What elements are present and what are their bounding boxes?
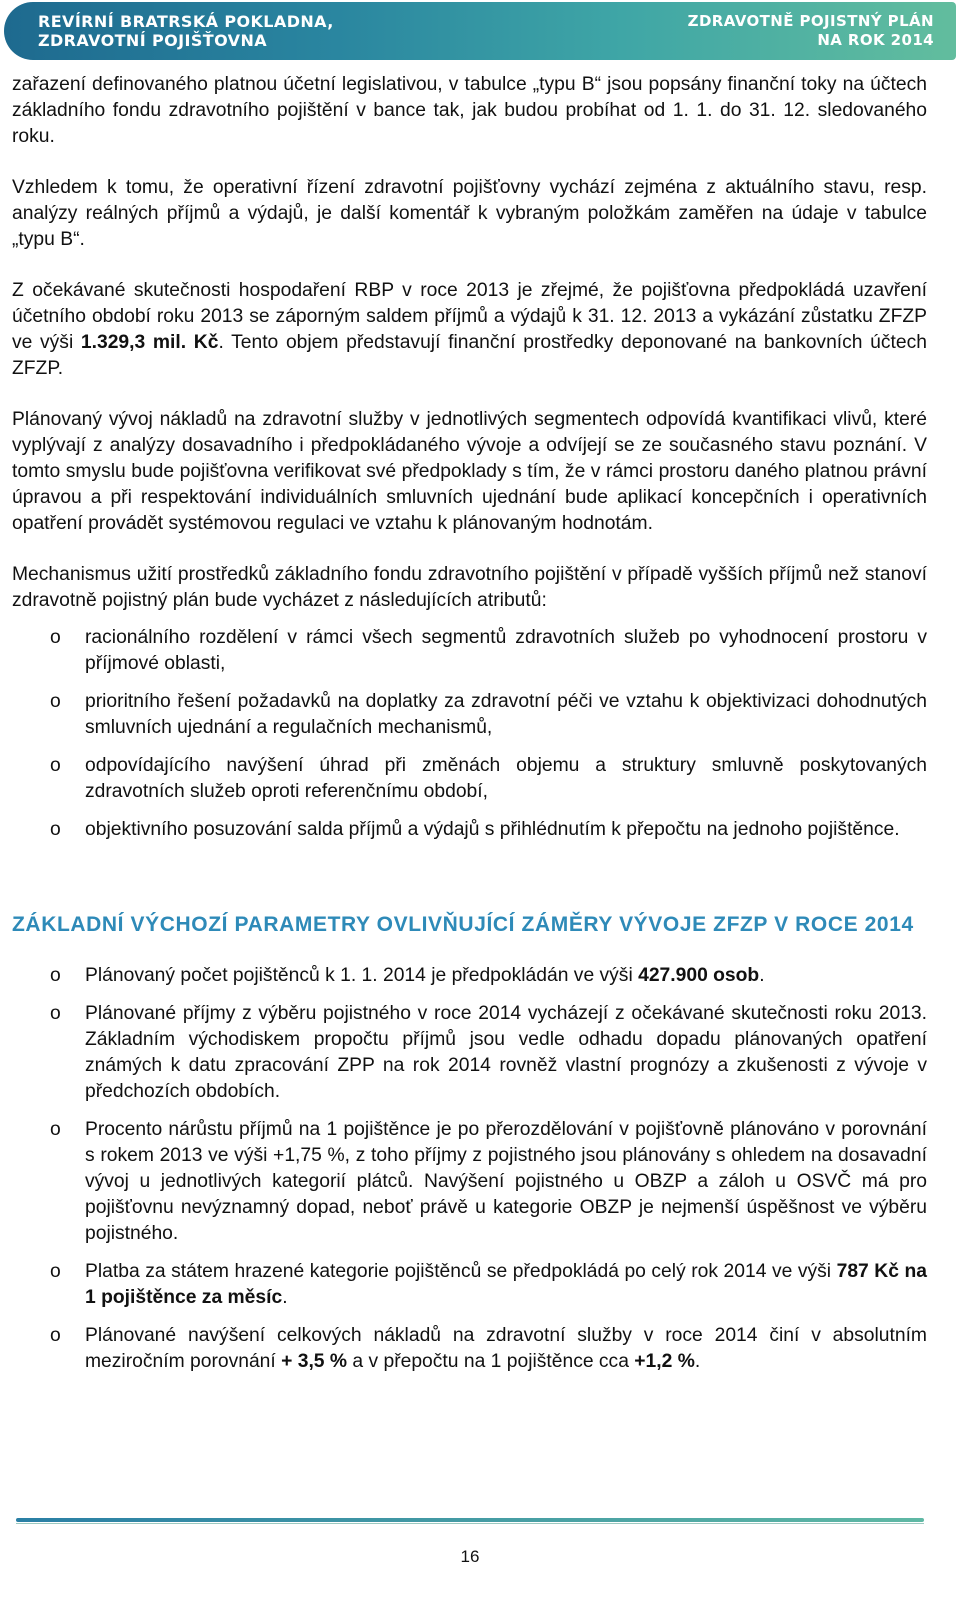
list-item-text: Plánované navýšení celkových nákladů na zdravotní služby v roce 2014 činí v absolutním meziročním porovnání [85,1325,927,1372]
bullet-o-icon: o [50,1325,61,1346]
bullet-o-icon: o [50,1261,61,1282]
list-item [12,1323,927,1375]
bullet-o-icon: o [50,965,61,986]
list-item-text: Platba za státem hrazené kategorie pojištěnců se předpokládá po celý rok 2014 ve výši [85,1261,837,1282]
paragraph-2: Vzhledem k tomu, že operativní řízení zdravotní pojišťovny vychází zejména z aktuálního stavu, resp. analýzy reálných příjmů a výdajů, je další komentář k vybraným položkám zaměřen na údaje v tabulce „typu B“. [12,177,927,250]
list-item [12,1259,927,1311]
state-payment-value: 787 Kč na 1 pojištěnce za měsíc [85,1261,927,1308]
list-item-text-end: . [694,1351,701,1372]
header-org-line2: ZDRAVOTNÍ POJIŠŤOVNA [38,31,268,50]
footer-divider-thin [16,1523,924,1524]
list-item-text: Plánovaný počet pojištěnců k 1. 1. 2014 je předpokládán ve výši [85,965,639,986]
bullet-o-icon: o [50,819,61,840]
list-item-text: prioritního řešení požadavků na doplatky za zdravotní péči ve vztahu k objektivizaci dohodnutých smluvních ujednání a regulačních mechanismů, [85,691,927,738]
list-item-text-mid: a v přepočtu na 1 pojištěnce cca [347,1351,635,1372]
attributes-list [12,625,927,843]
header-doc-line2: NA ROK 2014 [817,31,934,49]
parameters-list [12,963,927,1375]
cost-increase-absolute-value: + 3,5 % [281,1351,348,1372]
list-item-text: Plánované příjmy z výběru pojistného v roce 2014 vycházejí z očekávané skutečnosti roku 2013. Základním východiskem propočtu příjmů jsou vedle odhadu dopadu plánovaných opatření známých k datu zpracování ZPP na rok 2014 rovněž vlastní prognózy a zkušenosti z vývoje v předchozích obdobích. [85,1003,927,1102]
bullet-o-icon: o [50,691,61,712]
header-org-line1: REVÍRNÍ BRATRSKÁ POKLADNA, [38,12,334,31]
bullet-o-icon: o [50,1003,61,1024]
footer-divider [16,1518,924,1522]
paragraph-4: Plánovaný vývoj nákladů na zdravotní služby v jednotlivých segmentech odpovídá kvantifikaci vlivů, které vyplývají z analýzy dosavadního i předpokládaného vývoje a odvíjejí se ze současného stavu poznání. V tomto smyslu bude pojišťovna verifikovat své předpoklady s tím, že v rámci prostoru daného platnou právní úpravou a při respektování individuálních smluvních ujednání bude aplikací koncepčních i operativních opatření provádět systémovou regulaci ve vztahu k plánovaným hodnotám. [12,409,927,534]
list-item [12,1001,927,1105]
bullet-o-icon: o [50,1119,61,1140]
zfzp-balance-value: 1.329,3 mil. Kč [80,332,219,353]
list-item-text: racionálního rozdělení v rámci všech segmentů zdravotních služeb po vyhodnocení prostoru v příjmové oblasti, [85,627,927,674]
list-item-text-end: . [759,965,765,986]
section-heading: ZÁKLADNÍ VÝCHOZÍ PARAMETRY OVLIVŇUJÍCÍ ZÁMĚRY VÝVOJE ZFZP V ROCE 2014 [12,913,914,936]
header-doc-title [688,12,934,50]
list-item [12,963,927,989]
paragraph-3-text-c: . Tento objem představují finanční prostředky deponované na bankovních účtech ZFZP. [12,332,927,379]
paragraph-5: Mechanismus užití prostředků základního fondu zdravotního pojištění v případě vyšších příjmů než stanoví zdravotně pojistný plán bude vycházet z následujících atributů: [12,564,927,611]
bullet-o-icon: o [50,627,61,648]
list-item [12,817,927,843]
page-number: 16 [460,1547,480,1566]
list-item-text: odpovídajícího navýšení úhrad při změnách objemu a struktury smluvně poskytovaných zdravotních služeb oproti referenčnímu období, [85,755,927,802]
document-body [12,72,927,1387]
list-item [12,753,927,805]
cost-increase-per-insured-value: +1,2 % [634,1351,695,1372]
bullet-o-icon: o [50,755,61,776]
insured-count-value: 427.900 osob [638,965,760,986]
header-org-name [38,12,334,50]
paragraph-1: zařazení definovaného platnou účetní legislativou, v tabulce „typu B“ jsou popsány finanční toky na účtech základního fondu zdravotního pojištění v bance tak, jak budou probíhat od 1. 1. do 31. 12. sledovaného roku. [12,74,927,147]
list-item-text-end: . [282,1287,288,1308]
page-header-banner [4,2,956,60]
list-item [12,625,927,677]
list-item-text: objektivního posuzování salda příjmů a výdajů s přihlédnutím k přepočtu na jednoho pojištěnce. [85,819,900,840]
list-item-text: Procento nárůstu příjmů na 1 pojištěnce je po přerozdělování v pojišťovně plánováno v porovnání s rokem 2013 ve výši +1,75 %, z toho příjmy z pojistného jsou plánovány s ohledem na dosavadní vývoj u jednotlivých kategorií plátců. Navýšení pojistného u OBZP a záloh u OSVČ má pro pojišťovnu nevýznamný dopad, neboť právě u kategorie OBZP je nejmenší úspěšnost ve výběru pojistného. [85,1119,927,1244]
paragraph-3 [12,278,927,382]
header-doc-line1: ZDRAVOTNĚ POJISTNÝ PLÁN [687,12,934,30]
list-item [12,689,927,741]
paragraph-3-text-a: Z očekávané skutečnosti hospodaření RBP v roce 2013 je zřejmé, že pojišťovna předpokládá uzavření účetního období roku 2013 se záporným saldem příjmů a výdajů k 31. 12. 2013 a vykázání zůstatku ZFZP ve výši [12,280,927,353]
list-item [12,1117,927,1247]
